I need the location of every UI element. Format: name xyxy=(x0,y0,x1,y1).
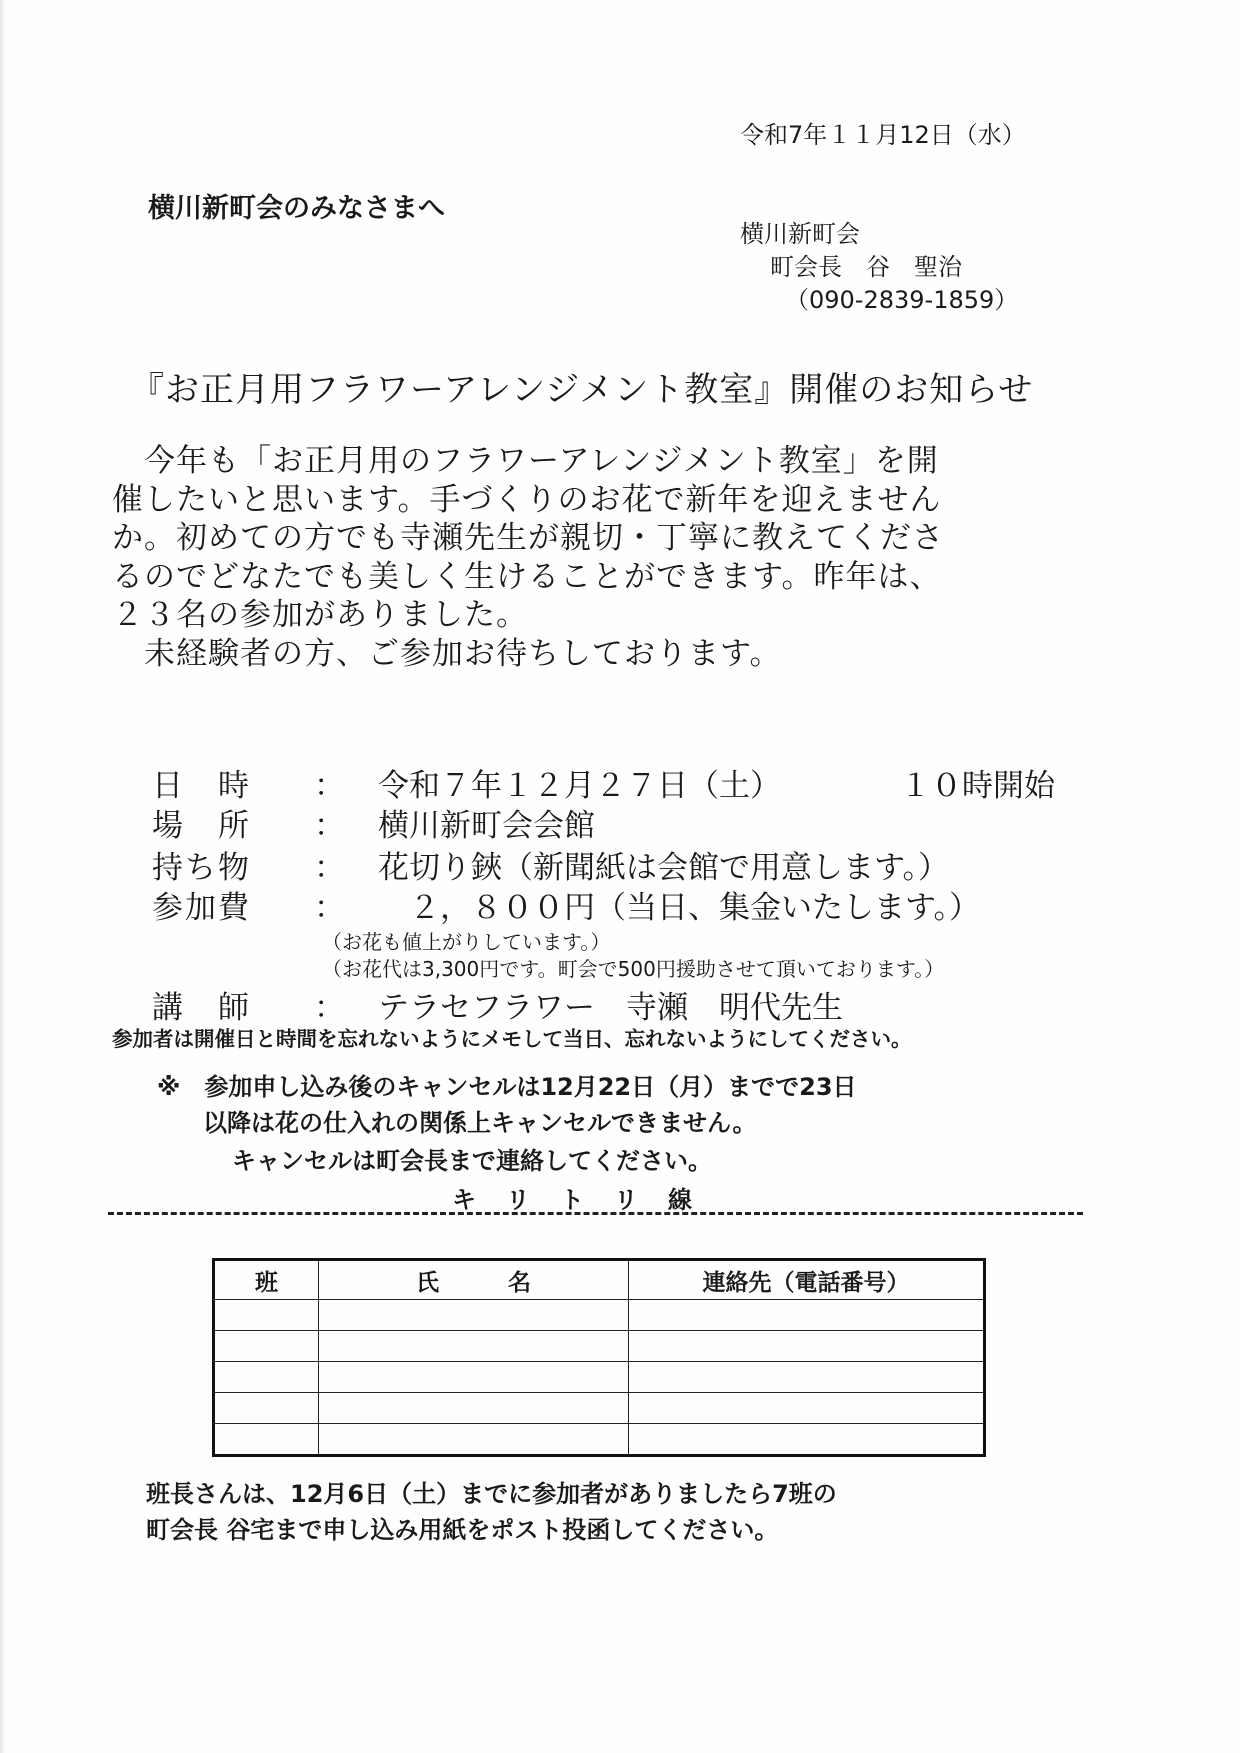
cancel-policy-line-3: キャンセルは町会長まで連絡してください。 xyxy=(232,1147,712,1175)
group-cell[interactable] xyxy=(214,1424,319,1456)
detail-colon: ： xyxy=(314,808,345,844)
body-line: ２３名の参加がありました。 xyxy=(112,597,528,633)
fee-note-1: （お花も値上がりしています。） xyxy=(322,930,611,954)
sender-org: 横川新町会 xyxy=(740,220,860,248)
fee-note-2: （お花代は3,300円です。町会で500円援助させて頂いております。） xyxy=(322,957,945,981)
contact-cell[interactable] xyxy=(629,1362,985,1393)
footer-line-2: 町会長 谷宅まで申し込み用紙をポスト投函してください。 xyxy=(146,1516,779,1544)
contact-cell[interactable] xyxy=(629,1331,985,1362)
table-row xyxy=(214,1362,985,1393)
detail-start-time: １０時開始 xyxy=(900,768,1055,804)
column-header-name: 氏 名 xyxy=(318,1260,628,1300)
memo-note: 参加者は開催日と時間を忘れないようにメモして当日、忘れないようにしてください。 xyxy=(112,1027,912,1051)
cut-line-divider xyxy=(108,1212,1083,1215)
cutline-label: キリトリ線 xyxy=(452,1186,722,1214)
detail-value: ２，８００円（当日、集金いたします。） xyxy=(378,890,981,926)
name-cell[interactable] xyxy=(318,1300,628,1331)
sender-name: 町会長 谷 聖治 xyxy=(770,253,962,281)
body-line: 催したいと思います。手づくりのお花で新年を迎えません xyxy=(112,481,942,518)
detail-label: 場 所 xyxy=(152,808,251,844)
group-cell[interactable] xyxy=(214,1362,319,1393)
detail-label: 日 時 xyxy=(152,768,251,804)
sender-block xyxy=(740,218,1018,317)
body-line: 今年も「お正月用のフラワーアレンジメント教室」を開 xyxy=(112,443,939,479)
column-header-group: 班 xyxy=(214,1260,319,1300)
contact-cell[interactable] xyxy=(629,1393,985,1424)
column-header-contact: 連絡先（電話番号） xyxy=(629,1260,985,1300)
recipient: 横川新町会のみなさまへ xyxy=(148,193,445,224)
table-header-row xyxy=(214,1260,985,1300)
detail-colon: ： xyxy=(314,890,345,926)
detail-value: テラセフラワー 寺瀬 明代先生 xyxy=(378,990,843,1026)
contact-cell[interactable] xyxy=(629,1424,985,1456)
table-row xyxy=(214,1424,985,1456)
contact-cell[interactable] xyxy=(629,1300,985,1331)
table-row xyxy=(214,1300,985,1331)
detail-value: 花切り鋏（新聞紙は会館で用意します。） xyxy=(378,850,950,886)
cancel-policy-line-1: ※ 参加申し込み後のキャンセルは12月22日（月）までで23日 xyxy=(157,1073,857,1101)
table-row xyxy=(214,1393,985,1424)
cancel-policy-line-2: 以降は花の仕入れの関係上キャンセルできません。 xyxy=(203,1109,757,1137)
notice-title: 『お正月用フラワーアレンジメント教室』開催のお知らせ xyxy=(130,370,1034,410)
detail-label: 参加費 xyxy=(152,890,251,926)
footer-line-1: 班長さんは、12月6日（土）までに参加者がありましたら7班の xyxy=(146,1480,837,1508)
detail-value: 横川新町会会館 xyxy=(378,808,595,844)
body-line: か。初めての方でも寺瀬先生が親切・丁寧に教えてくださ xyxy=(112,520,944,556)
sender-phone: （090-2839-1859） xyxy=(785,286,1019,314)
body-line: るのでどなたでも美しく生けることができます。昨年は、 xyxy=(112,558,942,595)
registration-form-table xyxy=(212,1258,986,1457)
group-cell[interactable] xyxy=(214,1331,319,1362)
group-cell[interactable] xyxy=(214,1393,319,1424)
name-cell[interactable] xyxy=(318,1331,628,1362)
body-line: 未経験者の方、ご参加お待ちしております。 xyxy=(112,635,782,672)
detail-value: 令和７年１２月２７日（土） xyxy=(378,768,781,804)
group-cell[interactable] xyxy=(214,1300,319,1331)
name-cell[interactable] xyxy=(318,1424,628,1456)
detail-colon: ： xyxy=(314,850,345,886)
scan-edge-shadow xyxy=(0,0,6,1753)
detail-label: 持ち物 xyxy=(152,850,251,886)
name-cell[interactable] xyxy=(318,1393,628,1424)
footer-instructions xyxy=(146,1476,837,1548)
name-cell[interactable] xyxy=(318,1362,628,1393)
detail-label: 講 師 xyxy=(152,990,251,1026)
body-paragraph xyxy=(112,442,1087,673)
issue-date: 令和7年１１月12日（水） xyxy=(740,121,1026,149)
table-row xyxy=(214,1331,985,1362)
detail-colon: ： xyxy=(314,768,345,804)
detail-colon: ： xyxy=(314,990,345,1026)
